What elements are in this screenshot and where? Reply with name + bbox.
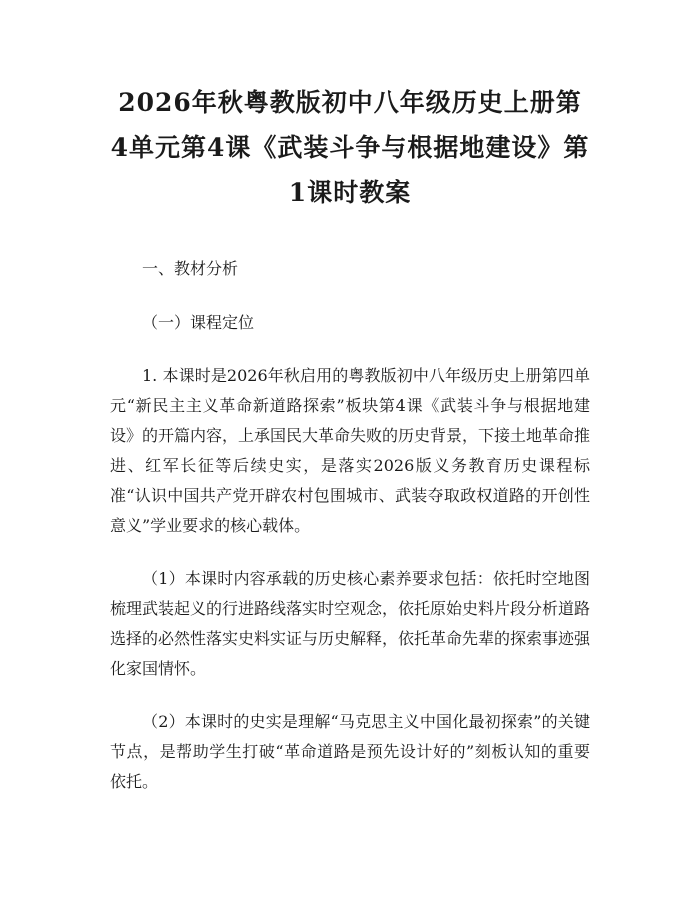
paragraph-1: 1. 本课时是2026年秋启用的粤教版初中八年级历史上册第四单元“新民主主义革命新道路探索”板块第4课《武装斗争与根据地建设》的开篇内容，上承国民大革命失败的历史背景，下接土地革命推进、红军长征等后续史实，是落实2026版义务教育历史课程标准“认识中国共产党开辟农村包围城市、武装夺取政权道路的开创性意义”学业要求的核心载体。: [110, 366, 591, 535]
section-heading-teaching-material-analysis: 一、教材分析: [142, 259, 239, 278]
paragraph-2: （1）本课时内容承载的历史核心素养要求包括：依托时空地图梳理武装起义的行进路线落实时空观念，依托原始史料片段分析道路选择的必然性落实史料实证与历史解释，依托革命先辈的探索事迹强化家国情怀。: [110, 569, 591, 678]
paragraph-3: （2）本课时的史实是理解“马克思主义中国化最初探索”的关键节点，是帮助学生打破“革命道路是预先设计好的”刻板认知的重要依托。: [110, 712, 590, 791]
document-title: 2026年秋粤教版初中八年级历史上册第4单元第4课《武装斗争与根据地建设》第1课时教案: [110, 88, 590, 207]
subsection-heading-course-positioning: （一）课程定位: [142, 313, 255, 332]
